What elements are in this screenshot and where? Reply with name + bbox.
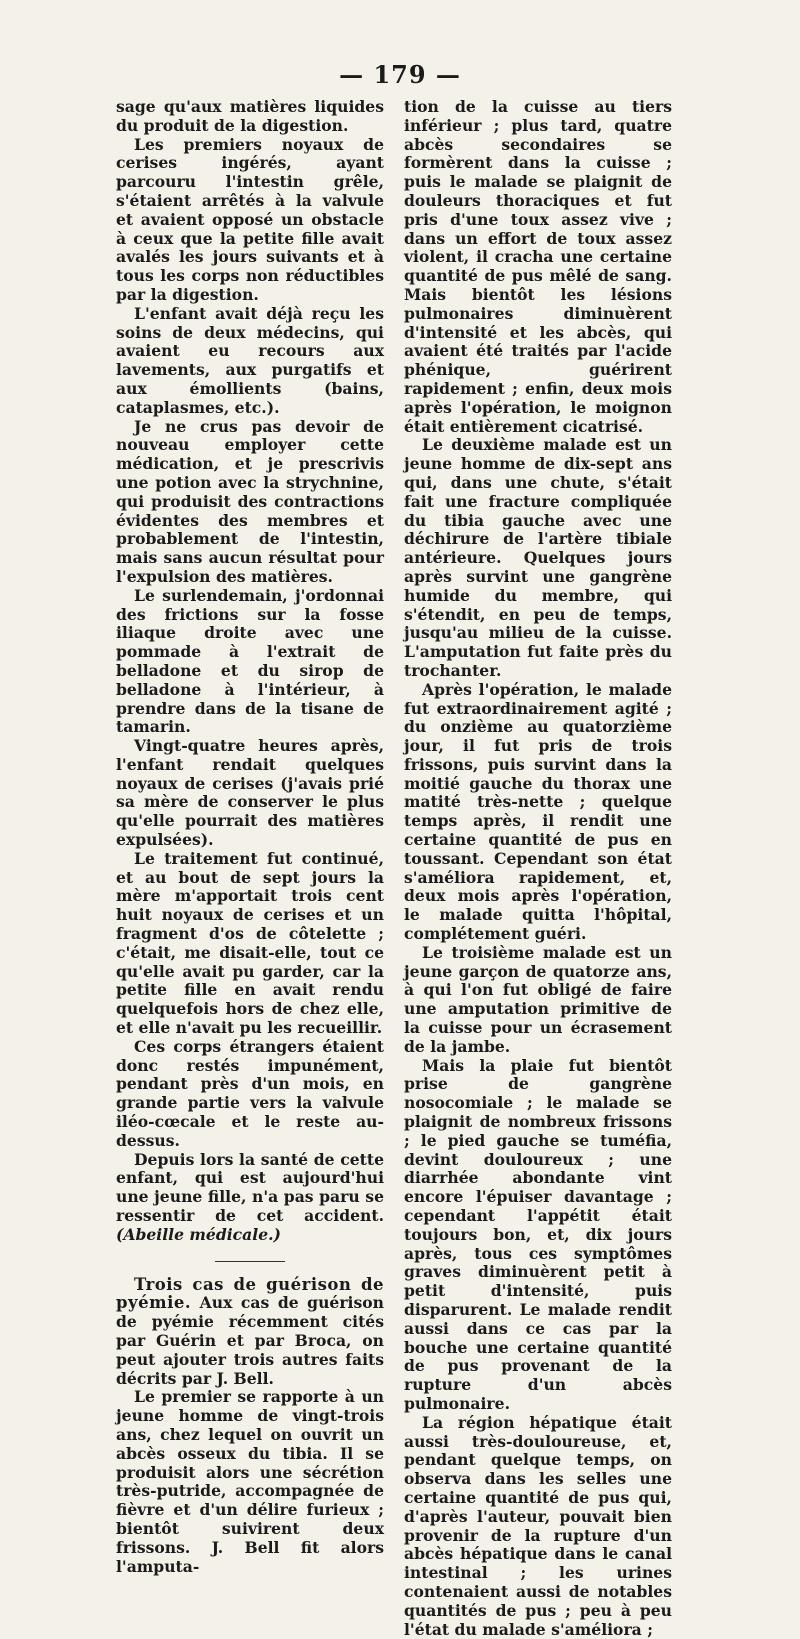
section-heading: Trois cas de guérison de pyémie. bbox=[116, 1274, 384, 1313]
paragraph: Le traitement fut continué, et au bout de sept jours la mère m'apportait trois cent huit noyaux de cerises et un fragment d'os de côtelette ; c'était, me disait-elle, tout ce qu'elle avait pu garder, car la petite fille en avait rendu quelquefois hors de chez elle, et elle n'avait pu les recueillir. bbox=[116, 848, 384, 1038]
paragraph: Le surlendemain, j'ordonnai des frictions sur la fosse iliaque droite avec une pommade à l'extrait de belladone et du sirop de belladone à l'intérieur, à prendre dans de la tisane de tamarin. bbox=[116, 585, 384, 737]
paragraph: tion de la cuisse au tiers inférieur ; plus tard, quatre abcès secondaires se formèrent dans la cuisse ; puis le malade se plaignit de douleurs thoraciques et fut pris d'une toux assez vive ; dans un effort de toux assez violent, il cracha une certaine quantité de pus mêlé de sang. Mais bientôt les lésions pulmonaires diminuèrent d'intensité et les abcès, qui avaient été traités par l'acide phénique, guérirent rapidement ; enfin, deux mois après l'opération, le moignon était entièrement cicatrisé. bbox=[404, 97, 672, 436]
paragraph: Les premiers noyaux de cerises ingérés, ayant parcouru l'intestin grêle, s'étaient arrêtés à la valvule et avaient opposé un obstacle à ceux que la petite fille avait avalés les jours suivants et à tous les corps non réductibles par la digestion. bbox=[116, 134, 384, 304]
paragraph: L'enfant avait déjà reçu les soins de deux médecins, qui avaient eu recours aux lavements, aux purgatifs et aux émollients (bains, cataplasmes, etc.). bbox=[116, 303, 384, 417]
paragraph: La région hépatique était aussi très-douloureuse, et, pendant quelque temps, on observa dans les selles une certaine quantité de pus qui, d'après l'auteur, pouvait bien provenir de la rupture d'un abcès hépatique dans le canal intestinal ; les urines contenaient aussi de notables quantités de pus ; peu à peu l'état du malade s'améliora ; bbox=[404, 1412, 672, 1639]
paragraph: Ces corps étrangers étaient donc restés impunément, pendant près d'un mois, en grande partie vers la valvule iléo-cœcale et le reste au-dessus. bbox=[116, 1036, 384, 1150]
paragraph: sage qu'aux matières liquides du produit de la digestion. bbox=[116, 97, 384, 135]
paragraph bbox=[116, 1151, 384, 1245]
section-divider bbox=[215, 1261, 285, 1262]
left-column bbox=[116, 98, 384, 1576]
paragraph: Je ne crus pas devoir de nouveau employer cette médication, et je prescrivis une potion avec la strychnine, qui produisit des contractions évidentes des membres et probablement de l'intestin, mais sans aucun résultat pour l'expulsion des matières. bbox=[116, 416, 384, 586]
paragraph: Après l'opération, le malade fut extraordinairement agité ; du onzième au quatorzième jour, il fut pris de trois frissons, puis survint dans la moitié gauche du thorax une matité très-nette ; quelque temps après, il rendit une certaine quantité de pus en toussant. Cependant son état s'améliora rapidement, et, deux mois après l'opération, le malade quitta l'hôpital, complétement guéri. bbox=[404, 679, 672, 944]
paragraph-text: Depuis lors la santé de cette enfant, qui est aujourd'hui une jeune fille, n'a pas paru se ressentir de cet accident. bbox=[116, 1149, 384, 1226]
right-column bbox=[404, 98, 672, 1639]
paragraph: Le premier se rapporte à un jeune homme de vingt-trois ans, chez lequel on ouvrit un abcès osseux du tibia. Il se produisit alors une sécrétion très-putride, accompagnée de fièvre et d'un délire furieux ; bientôt suivirent deux frissons. J. Bell fit alors l'amputa- bbox=[116, 1387, 384, 1576]
paragraph: Le deuxième malade est un jeune homme de dix-sept ans qui, dans une chute, s'était fait une fracture compliquée du tibia gauche avec une déchirure de l'artère tibiale antérieure. Quelques jours après survint une gangrène humide du membre, qui s'étendit, en peu de temps, jusqu'au milieu de la cuisse. L'amputation fut faite près du trochanter. bbox=[404, 435, 672, 680]
paragraph: Vingt-quatre heures après, l'enfant rendait quelques noyaux de cerises (j'avais prié sa mère de conserver le plus qu'elle pourrait des matières expulsées). bbox=[116, 736, 384, 850]
paragraph: Le troisième malade est un jeune garçon de quatorze ans, à qui l'on fut obligé de faire une amputation primitive de la cuisse pour un écrasement de la jambe. bbox=[404, 942, 672, 1056]
source-citation: (Abeille médicale.) bbox=[116, 1224, 281, 1244]
paragraph: Mais la plaie fut bientôt prise de gangrène nosocomiale ; le malade se plaignit de nombreux frissons ; le pied gauche se tuméfia, devint douloureux ; une diarrhée abondante vint encore l'épuiser davantage ; cependant l'appétit était toujours bon, et, dix jours après, tous ces symptômes graves diminuèrent petit à petit d'intensité, puis disparurent. Le malade rendit aussi dans ce cas par la bouche une certaine quantité de pus provenant de la rupture d'un abcès pulmonaire. bbox=[404, 1055, 672, 1413]
page-number: — 179 — bbox=[339, 60, 461, 89]
paragraph-text: Aux cas de guérison de pyémie récemment cités par Guérin et par Broca, on peut ajouter trois autres faits décrits par J. Bell. bbox=[116, 1293, 384, 1388]
paragraph bbox=[116, 1276, 384, 1389]
